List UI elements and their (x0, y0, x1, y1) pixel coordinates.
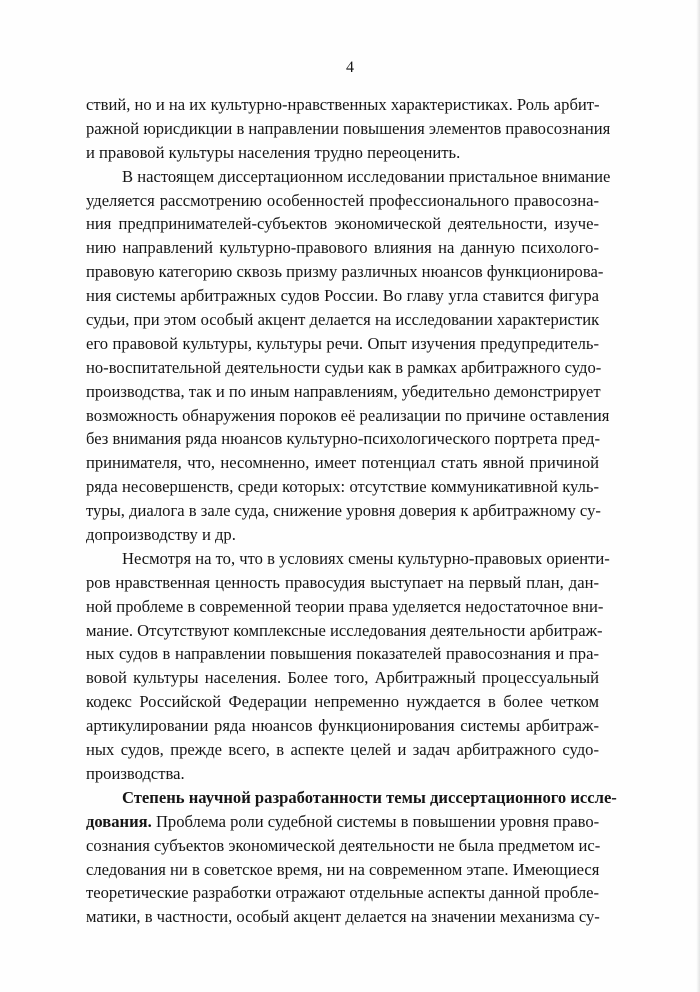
text-line: В настоящем диссертационном исследовании пристальное внимание (122, 166, 611, 186)
text-line: теоретические разработки отражают отдельные аспекты данной пробле- (86, 883, 599, 903)
text-line: артикулировании ряда нюансов функционирования системы арбитраж- (86, 716, 599, 736)
text-line: принимателя, что, несомненно, имеет потенциал стать явной причиной (86, 453, 599, 473)
text-line: правовую категорию сквозь призму различных нюансов функционирова- (86, 262, 604, 282)
text-line: сознания субъектов экономической деятельности не была предметом ис- (86, 835, 601, 855)
text-line: кодекс Российской Федерации непременно нуждается в более четком (86, 692, 599, 712)
text-line: ния системы арбитражных судов России. Во главу угла ставится фигура (86, 286, 599, 306)
text-line: и правовой культуры населения трудно переоценить. (86, 142, 461, 162)
text-line: но-воспитательной деятельности судьи как в рамках арбитражного судо- (86, 357, 602, 377)
text-line: допроизводству и др. (86, 525, 236, 545)
text-line: ствий, но и на их культурно-нравственных характеристиках. Роль арбит- (86, 95, 600, 114)
paragraph-4 (86, 786, 617, 929)
text-line: ряда несовершенств, среди которых: отсутствие коммуникативной куль- (86, 477, 599, 497)
text-line: мание. Отсутствуют комплексные исследования деятельности арбитраж- (86, 620, 603, 640)
text-line: ных судов в направлении повышения показателей правосознания и пра- (86, 644, 599, 664)
paragraph-3 (86, 547, 610, 786)
text-line: нию направлений культурно-правового влияния на данную психолого- (86, 238, 599, 258)
page-number: 4 (346, 59, 354, 76)
section-heading: Степень научной разработанности темы диссертационного иссле- (122, 787, 617, 807)
text-line: Несмотря на то, что в условиях смены культурно-правовых ориенти- (122, 548, 610, 568)
text-line: следования ни в советское время, ни на современном этапе. Имеющиеся (86, 859, 600, 879)
text-line (86, 810, 599, 834)
text-line: возможность обнаружения пороков её реализации по причине оставления (86, 405, 610, 425)
section-heading-end: дования. (86, 811, 152, 831)
text-fragment: Проблема роли судебной системы в повышении уровня право- (151, 811, 600, 831)
text-line: без внимания ряда нюансов культурно-психологического портрета пред- (86, 429, 600, 449)
page-edge-shadow (696, 0, 700, 992)
text-line: производства. (86, 763, 185, 783)
body-text (86, 93, 617, 929)
text-line: ражной юрисдикции в направлении повышения элементов правосознания (86, 118, 611, 138)
text-line: ной проблеме в современной теории права уделяется недостаточное вни- (86, 596, 604, 616)
paragraph-1 (86, 93, 611, 165)
text-line: ния предпринимателей-субъектов экономической деятельности, изуче- (86, 214, 599, 234)
text-line: производства, так и по иным направлениям, убедительно демонстрирует (86, 381, 601, 401)
text-line: вовой культуры населения. Более того, Арбитражный процессуальный (86, 668, 599, 688)
text-line: матики, в частности, особый акцент делается на значении механизма су- (86, 907, 600, 927)
text-line: ров нравственная ценность правосудия выступает на первый план, дан- (86, 572, 599, 592)
text-line: его правовой культуры, культуры речи. Опыт изучения предупредитель- (86, 333, 599, 353)
paragraph-2 (86, 165, 611, 547)
text-line: уделяется рассмотрению особенностей профессионального правосозна- (86, 190, 599, 210)
text-line: ных судов, прежде всего, в аспекте целей и задач арбитражного судо- (86, 740, 599, 760)
text-line: туры, диалога в зале суда, снижение уровня доверия к арбитражному су- (86, 501, 601, 521)
text-line: судьи, при этом особый акцент делается на исследовании характеристик (86, 310, 600, 330)
